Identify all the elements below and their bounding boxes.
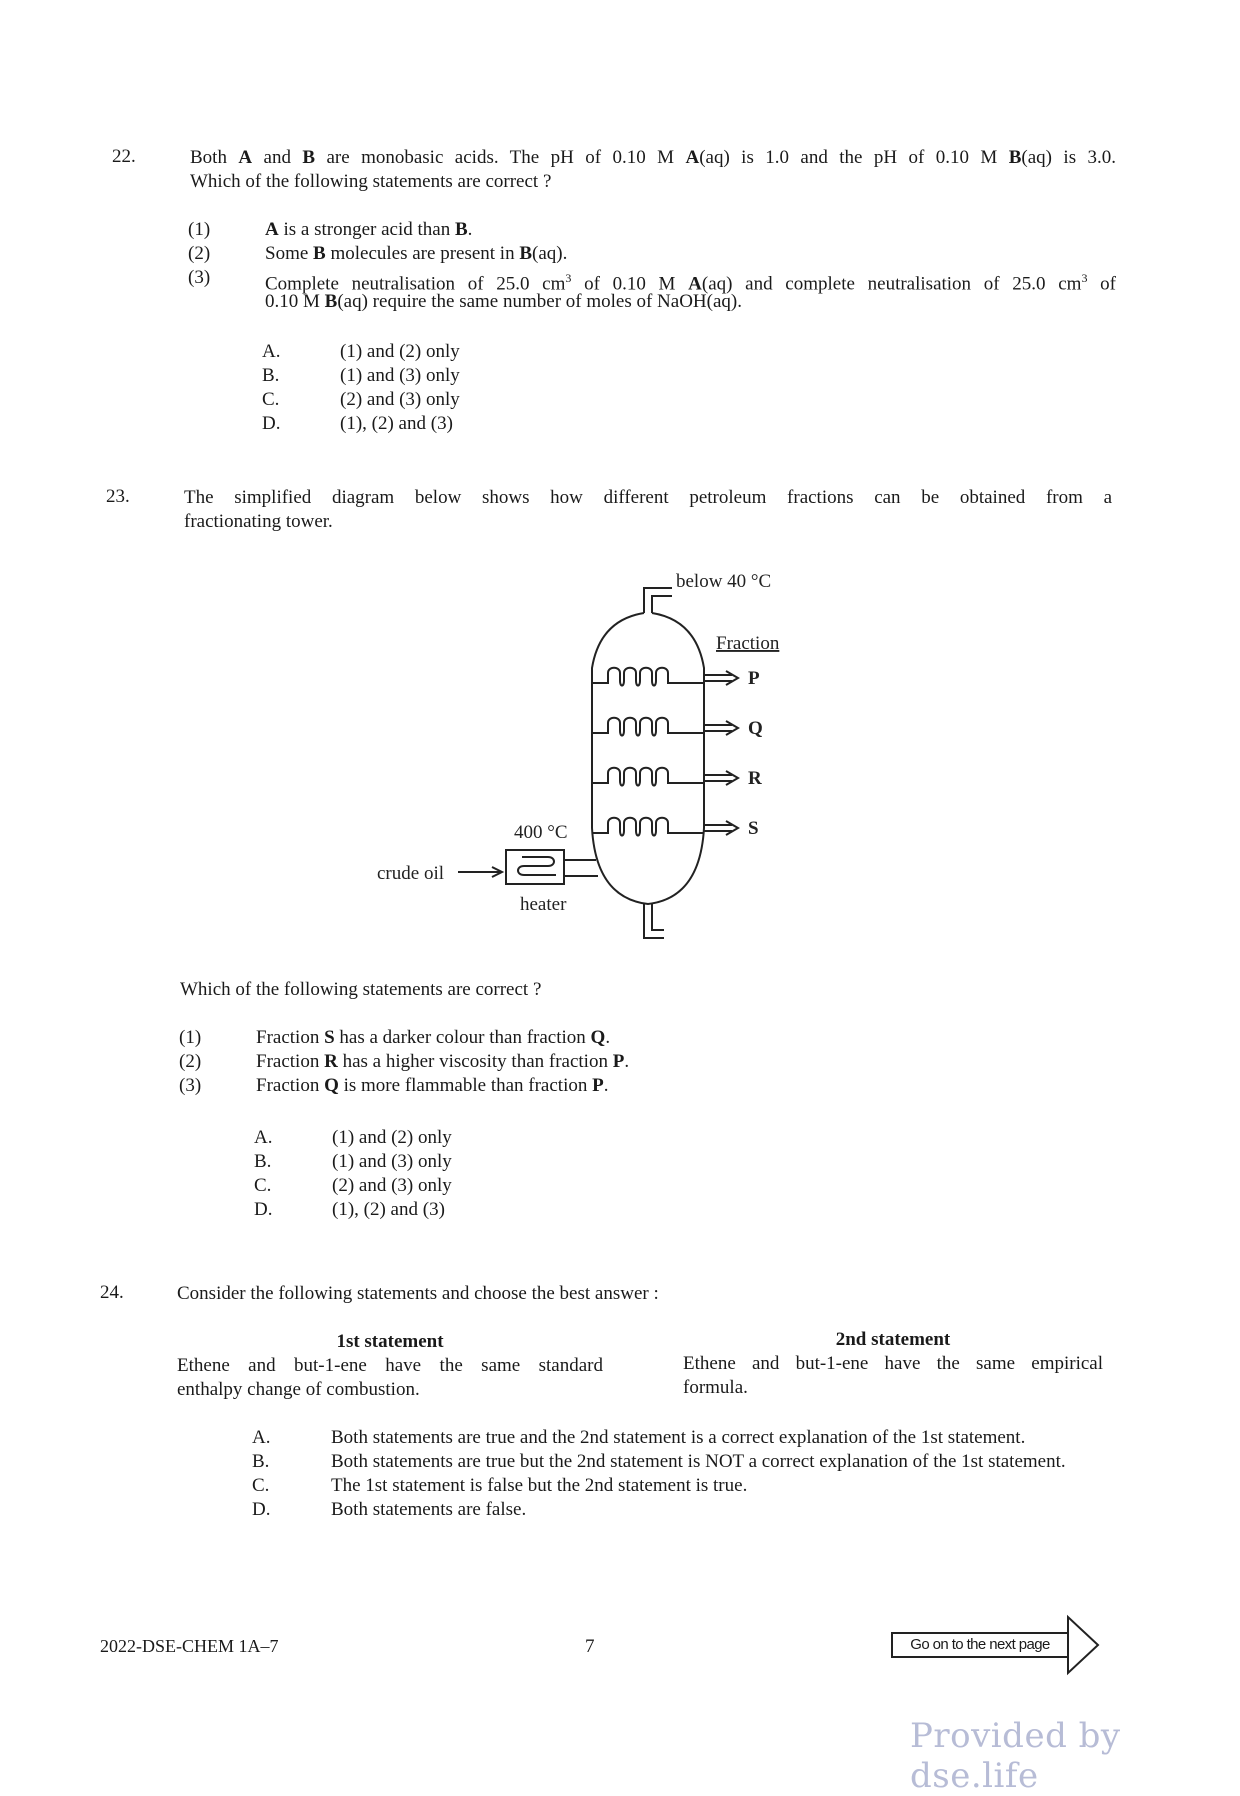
- option-label: B.: [252, 1451, 270, 1472]
- first-statement-line-1: Ethene and but-1-ene have the same standard: [177, 1355, 603, 1376]
- question-24-option-labels: [252, 1426, 270, 1522]
- statement-label: (1): [179, 1027, 202, 1048]
- question-22-statement-1: A is a stronger acid than B.: [265, 219, 473, 240]
- tray-r: [592, 768, 704, 786]
- option-label: A.: [252, 1427, 271, 1448]
- option-label: D.: [252, 1499, 271, 1520]
- outlet-arrow-p: [704, 671, 738, 685]
- statement-label: (1): [188, 219, 211, 240]
- question-23-statement-2: Fraction R has a higher viscosity than fraction P.: [256, 1051, 630, 1072]
- question-24-number: 24.: [100, 1282, 124, 1303]
- option-label: D.: [254, 1199, 273, 1220]
- heater-coil: [518, 857, 556, 875]
- option-text: Both statements are false.: [331, 1499, 527, 1520]
- question-23-statement-1: Fraction S has a darker colour than fraction Q.: [256, 1027, 611, 1048]
- tower-body: [592, 613, 704, 904]
- question-23-stem-line-2: fractionating tower.: [184, 511, 333, 532]
- option-label: A.: [254, 1127, 273, 1148]
- question-22-option-labels: [262, 340, 280, 436]
- fractionating-tower-diagram: [360, 560, 820, 950]
- option-text: (1) and (2) only: [340, 341, 460, 362]
- question-22-statement-3-line-1: Complete neutralisation of 25.0 $cm^3$ of 0.10 M A(aq) and complete neutralisation of 25.0 $cm^3$ of: [265, 271, 1116, 295]
- question-22-number: 22.: [112, 146, 136, 167]
- top-outlet-pipe-right-edge: [652, 596, 672, 613]
- second-statement-heading: 2nd statement: [835, 1329, 951, 1350]
- option-text: Both statements are true but the 2nd statement is NOT a correct explanation of the 1st statement.: [331, 1451, 1066, 1472]
- question-22-statement-3-line-2: 0.10 M B(aq) require the same number of moles of NaOH(aq).: [265, 291, 742, 312]
- footer-paper-code: 2022-DSE-CHEM 1A–7: [100, 1636, 279, 1656]
- question-24-stem: Consider the following statements and choose the best answer :: [177, 1283, 659, 1304]
- option-label: C.: [254, 1175, 272, 1196]
- top-outlet-pipe-left-edge: [644, 588, 672, 613]
- top-fraction-label: below 40 °C: [676, 571, 772, 592]
- statement-label: (3): [188, 267, 211, 288]
- tray-p: [592, 668, 704, 686]
- bottom-outlet-pipe-left-edge: [644, 904, 664, 938]
- statement-label: (2): [179, 1051, 202, 1072]
- question-23-option-labels: [254, 1126, 272, 1222]
- crude-oil-label: crude oil: [377, 863, 445, 884]
- question-22-statement-2: Some B molecules are present in B(aq).: [265, 243, 568, 264]
- tray-s: [592, 818, 704, 836]
- first-statement-line-2: enthalpy change of combustion.: [177, 1379, 420, 1400]
- option-label: C.: [262, 389, 280, 410]
- option-label: A.: [262, 341, 281, 362]
- question-22-statement-labels: [188, 218, 210, 290]
- question-23-option-texts: [332, 1126, 452, 1222]
- fraction-s-label: S: [748, 818, 759, 839]
- next-page-arrow-icon: [1066, 1614, 1102, 1676]
- question-23-statement-3: Fraction Q is more flammable than fraction P.: [256, 1075, 609, 1096]
- question-23-stem-line-1: The simplified diagram below shows how different petroleum fractions can be obtained from a: [184, 487, 1112, 508]
- temperature-label: 400 °C: [514, 822, 568, 843]
- option-text: The 1st statement is false but the 2nd statement is true.: [331, 1475, 748, 1496]
- option-label: B.: [262, 365, 280, 386]
- fraction-header: Fraction: [716, 633, 780, 654]
- second-statement-line-2: formula.: [683, 1377, 748, 1398]
- fraction-q-label: Q: [748, 718, 763, 739]
- option-text: Both statements are true and the 2nd statement is a correct explanation of the 1st statement.: [331, 1427, 1026, 1448]
- watermark: Provided by dse.life: [910, 1716, 1121, 1796]
- option-label: B.: [254, 1151, 272, 1172]
- question-24-option-texts: [331, 1426, 1161, 1522]
- fraction-r-label: R: [748, 768, 762, 789]
- option-text: (1) and (3) only: [332, 1151, 452, 1172]
- next-page-box: Go on to the next page: [891, 1632, 1069, 1658]
- outlet-arrow-r: [704, 771, 738, 785]
- statement-label: (3): [179, 1075, 202, 1096]
- option-text: (1), (2) and (3): [340, 413, 453, 434]
- outlet-arrow-q: [704, 721, 738, 735]
- question-23-statement-labels: [179, 1026, 201, 1098]
- fraction-p-label: P: [748, 668, 760, 689]
- question-23-question: Which of the following statements are correct ?: [180, 979, 542, 1000]
- question-22-stem-line-2: Which of the following statements are correct ?: [190, 171, 552, 192]
- second-statement-line-1: Ethene and but-1-ene have the same empirical: [683, 1353, 1103, 1374]
- option-text: (2) and (3) only: [340, 389, 460, 410]
- question-23-number: 23.: [106, 486, 130, 507]
- option-label: C.: [252, 1475, 270, 1496]
- option-text: (1) and (3) only: [340, 365, 460, 386]
- statement-label: (2): [188, 243, 211, 264]
- bottom-outlet-pipe-right-edge: [652, 904, 664, 930]
- outlet-arrow-s: [704, 821, 738, 835]
- question-22-option-texts: [340, 340, 460, 436]
- option-label: D.: [262, 413, 281, 434]
- first-statement-heading: 1st statement: [336, 1331, 444, 1352]
- question-22-stem-line-1: Both A and B are monobasic acids. The pH of 0.10 M A(aq) is 1.0 and the pH of 0.10 M B(aq) is 3.0.: [190, 147, 1117, 168]
- option-text: (2) and (3) only: [332, 1175, 452, 1196]
- footer-page-number: 7: [585, 1636, 595, 1657]
- option-text: (1), (2) and (3): [332, 1199, 445, 1220]
- option-text: (1) and (2) only: [332, 1127, 452, 1148]
- tray-q: [592, 718, 704, 736]
- heater-label: heater: [520, 894, 567, 915]
